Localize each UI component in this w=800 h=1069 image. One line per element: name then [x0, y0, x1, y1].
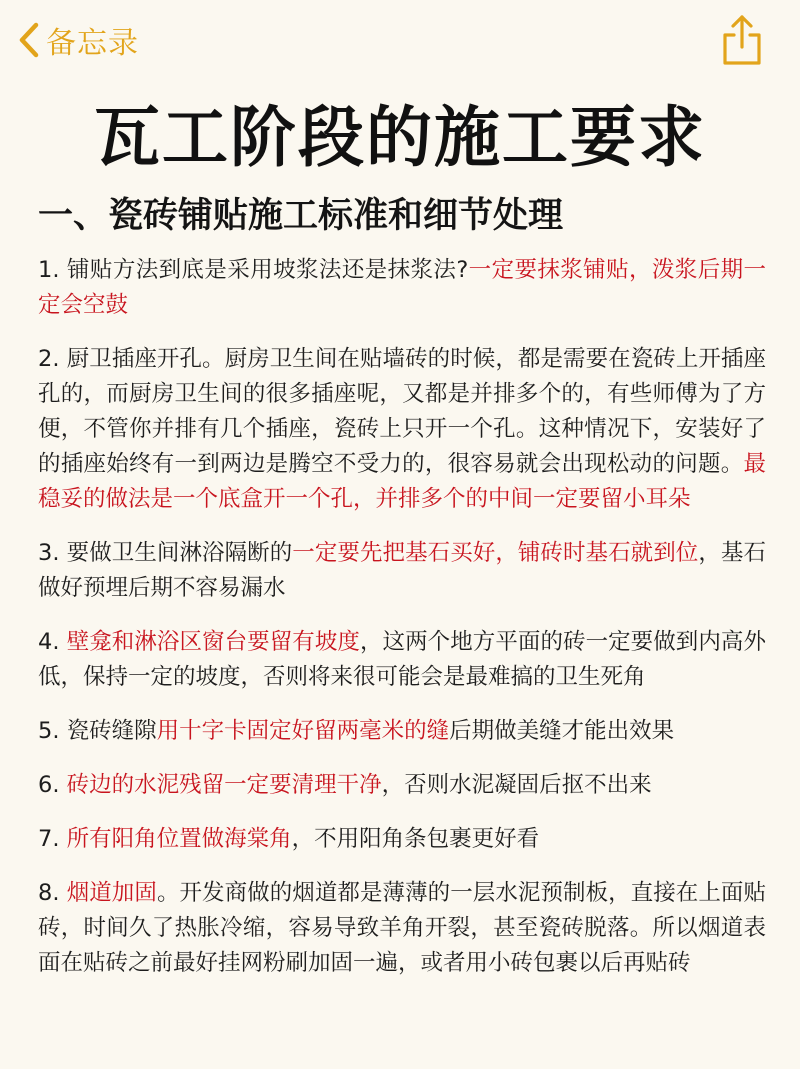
list-item: [38, 876, 766, 981]
section-heading: 一、瓷砖铺贴施工标准和细节处理: [38, 196, 564, 236]
list-item: [38, 822, 766, 857]
item-text: 1. 铺贴方法到底是采用坡浆法还是抹浆法?: [38, 257, 469, 283]
item-text: ，基石做好预埋后期不容易漏水: [38, 540, 766, 601]
item-text: 4.: [38, 629, 67, 655]
note-body: [38, 253, 766, 1000]
page-title: 瓦工阶段的施工要求: [94, 99, 706, 176]
highlighted-text: 砖边的水泥残留一定要清理干净: [66, 772, 382, 798]
item-text: ，这两个地方平面的砖一定要做到内高外低，保持一定的坡度，否则将来很可能会是最难搞的卫生死角: [38, 629, 766, 690]
item-text: 6.: [38, 772, 67, 798]
item-text: 7.: [38, 826, 67, 852]
top-navigation-bar: [0, 0, 800, 84]
chevron-left-icon: [18, 22, 40, 58]
back-button[interactable]: [18, 16, 139, 64]
highlighted-text: 所有阳角位置做海棠角: [66, 826, 292, 852]
list-item: [38, 714, 766, 749]
list-item: [38, 253, 766, 323]
highlighted-text: 一定要抹浆铺贴，泼浆后期一定会空鼓: [38, 257, 766, 318]
highlighted-text: 壁龛和淋浴区窗台要留有坡度: [66, 629, 360, 655]
item-text: ，否则水泥凝固后抠不出来: [381, 772, 652, 798]
list-item: [38, 768, 766, 803]
share-icon: [722, 14, 762, 66]
item-text: 后期做美缝才能出效果: [449, 718, 675, 744]
share-button[interactable]: [722, 14, 762, 66]
back-button-label: 备忘录: [46, 26, 139, 61]
list-item: [38, 625, 766, 695]
item-text: ，不用阳角条包裹更好看: [291, 826, 540, 852]
item-text: 8.: [38, 880, 67, 906]
list-item: [38, 536, 766, 606]
list-item: [38, 342, 766, 517]
highlighted-text: 用十字卡固定好留两毫米的缝: [156, 718, 450, 744]
highlighted-text: 一定要先把基石买好，铺砖时基石就到位: [292, 540, 699, 566]
item-text: 3. 要做卫生间淋浴隔断的: [38, 540, 293, 566]
highlighted-text: 烟道加固: [66, 880, 157, 906]
highlighted-text: 最稳妥的做法是一个底盒开一个孔，并排多个的中间一定要留小耳朵: [38, 451, 766, 512]
item-text: 2. 厨卫插座开孔。厨房卫生间在贴墙砖的时候，都是需要在瓷砖上开插座孔的，而厨房卫生间的很多插座呢，又都是并排多个的，有些师傅为了方便，不管你并排有几个插座，瓷砖上只开一个孔。这种情况下，安装好了的插座始终有一到两边是腾空不受力的，很容易就会出现松动的问题。: [38, 346, 766, 477]
item-text: 5. 瓷砖缝隙: [38, 718, 157, 744]
item-text: 。开发商做的烟道都是薄薄的一层水泥预制板，直接在上面贴砖，时间久了热胀冷缩，容易导致羊角开裂，甚至瓷砖脱落。所以烟道表面在贴砖之前最好挂网粉刷加固一遍，或者用小砖包裹以后再贴砖: [38, 880, 766, 976]
